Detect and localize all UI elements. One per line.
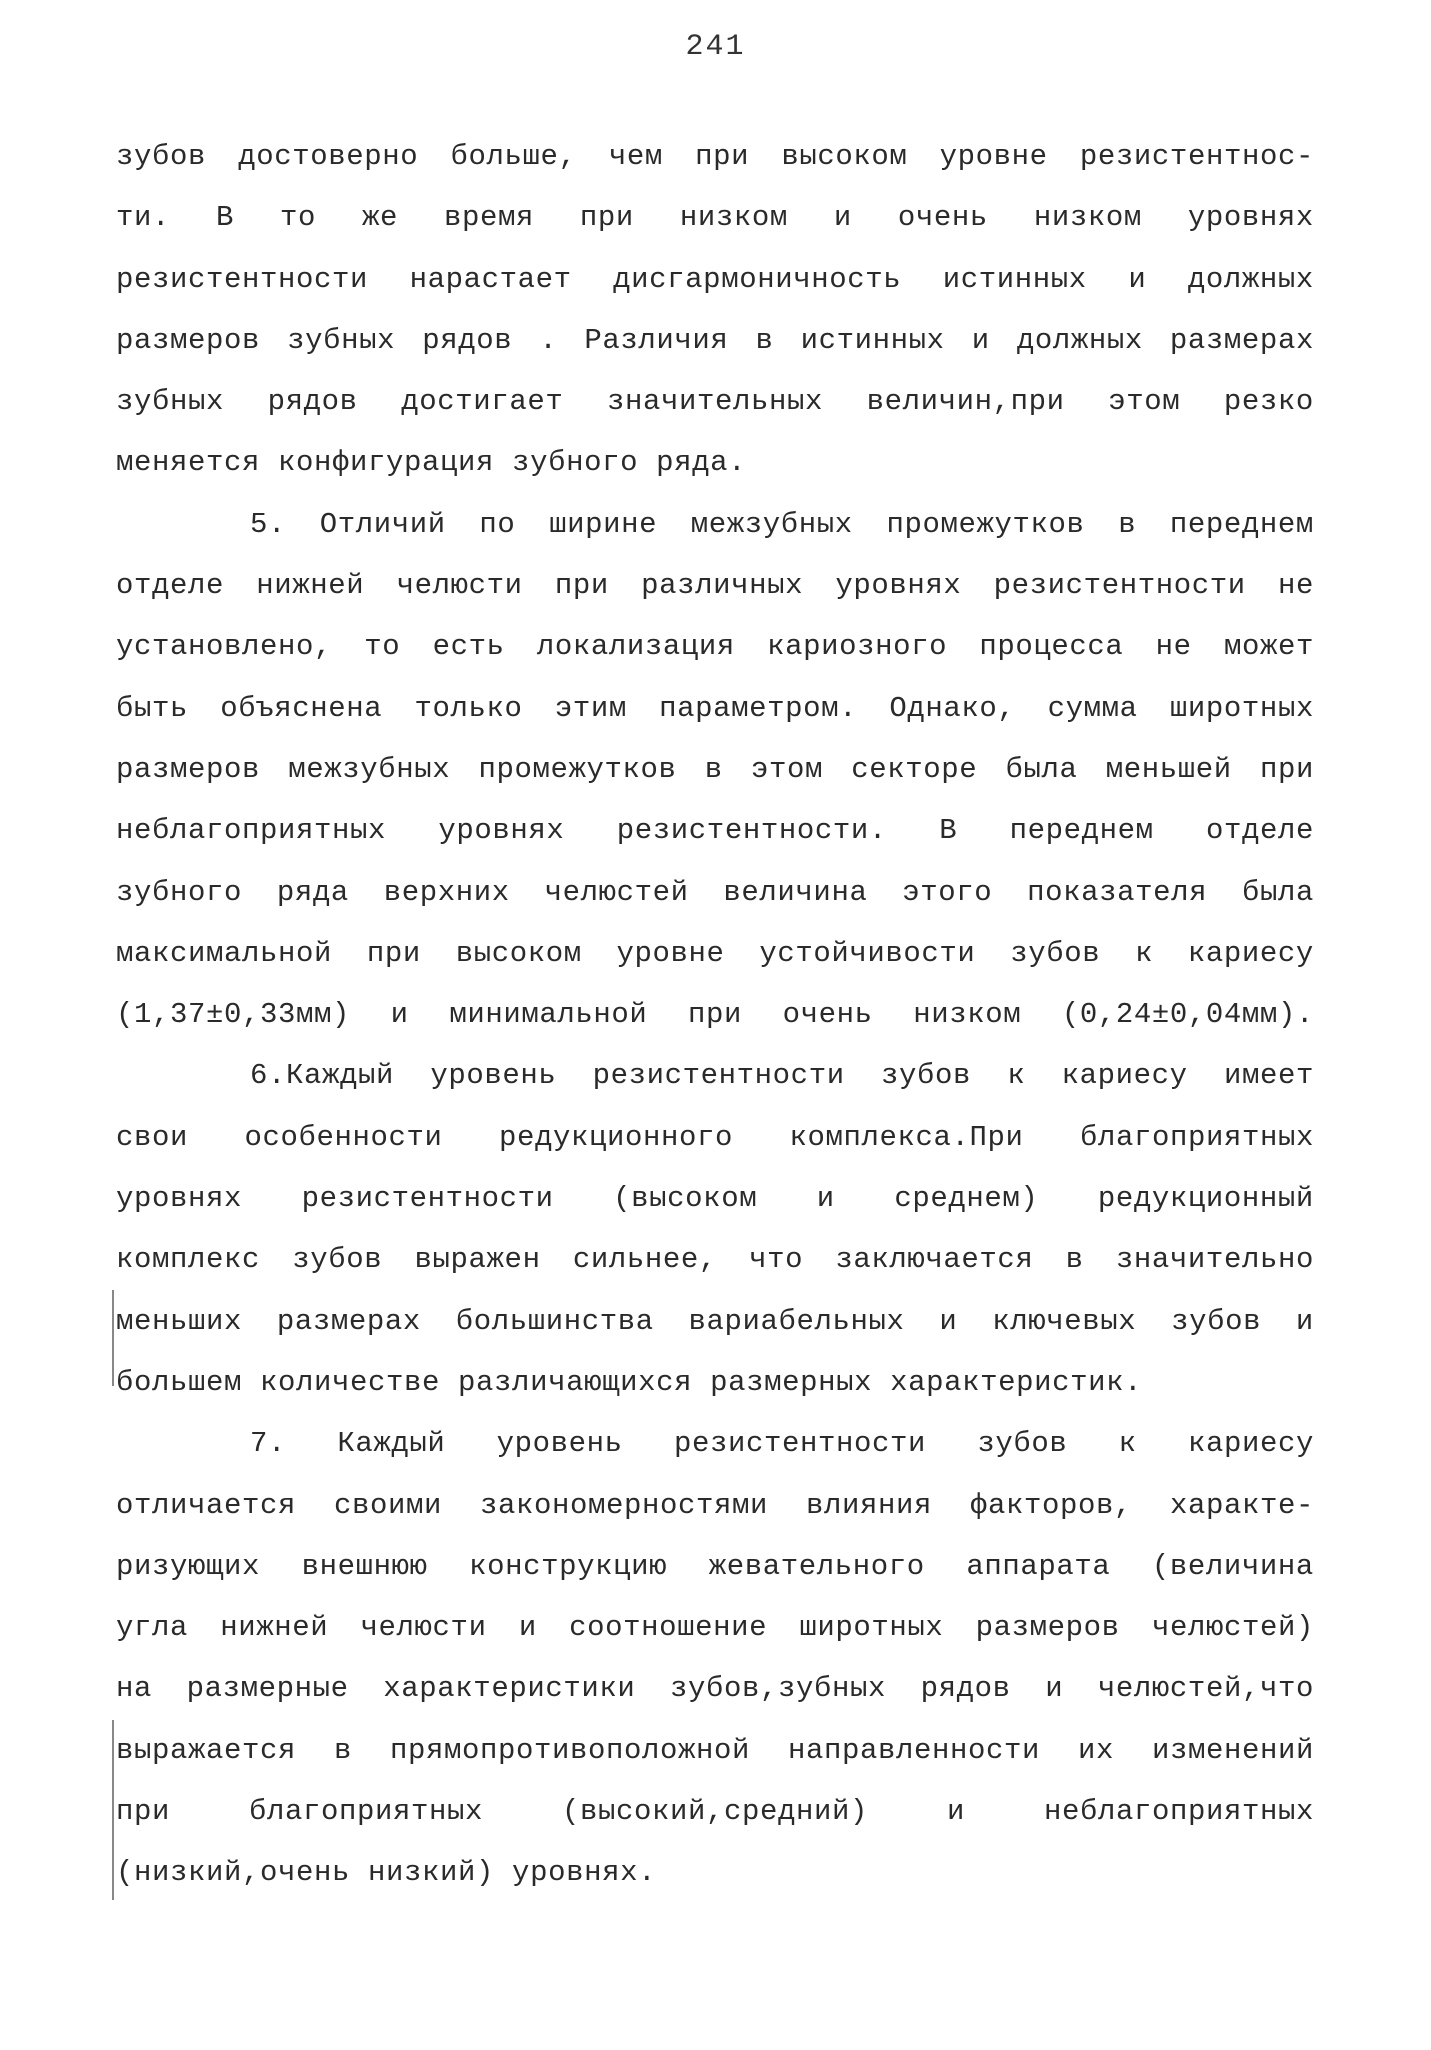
word: истинных <box>800 323 945 357</box>
word: отличается <box>116 1488 297 1522</box>
word: очень <box>897 201 988 235</box>
word: к <box>1135 936 1154 970</box>
word: быть <box>116 691 189 725</box>
word: установлено, <box>116 630 333 664</box>
word: минимальной <box>449 998 648 1032</box>
word: переднем <box>1169 507 1314 541</box>
word: при <box>366 936 421 970</box>
word: широтных <box>1169 691 1314 725</box>
word: при <box>554 569 609 603</box>
word: размерах <box>1169 323 1314 357</box>
word: этом <box>750 752 823 786</box>
word: величин,при <box>866 385 1065 419</box>
word: была <box>1005 752 1078 786</box>
word: чем <box>608 140 663 173</box>
word: редукционный <box>1097 1182 1314 1216</box>
word: к <box>1118 1427 1137 1461</box>
word: широтных <box>799 1611 944 1645</box>
word: и <box>816 1182 835 1216</box>
word: резистентности <box>993 569 1246 603</box>
word: резистентности. <box>616 814 887 848</box>
word: рядов <box>920 1672 1011 1706</box>
word: объяснена <box>220 691 383 725</box>
word: 7. <box>250 1427 287 1461</box>
word: зубного <box>116 875 243 909</box>
word: влияния <box>805 1488 932 1522</box>
text-line <box>116 862 1314 923</box>
word: меньшей <box>1105 752 1232 786</box>
word: в <box>333 1733 352 1767</box>
word: высоком <box>455 936 582 970</box>
word: только <box>414 691 523 725</box>
word: неблагоприятных <box>1043 1795 1314 1829</box>
word: (высоком <box>613 1182 758 1216</box>
word: при <box>579 201 634 235</box>
word: сильнее, <box>572 1243 717 1277</box>
word: меньших <box>116 1304 243 1338</box>
word: зубов <box>1010 936 1101 970</box>
word: ти. <box>116 201 171 235</box>
word: истинных <box>942 262 1087 296</box>
word: благоприятных <box>248 1795 484 1829</box>
word: время <box>443 201 534 235</box>
word: что <box>749 1243 804 1277</box>
word: вариабельных <box>688 1304 905 1338</box>
word: локализация <box>536 630 735 664</box>
word: больше, <box>450 140 577 173</box>
word: ширине <box>549 507 658 541</box>
word: челюсти <box>360 1611 487 1645</box>
word: конструкцию <box>469 1549 668 1583</box>
word: межзубных <box>690 507 853 541</box>
word: к <box>1007 1059 1026 1093</box>
word: должных <box>1187 262 1314 296</box>
word: характе- <box>1169 1488 1314 1522</box>
word: размерах <box>276 1304 421 1338</box>
word: при <box>695 140 750 173</box>
text-line: меняется конфигурация зубного ряда. <box>116 446 747 480</box>
word: не <box>1277 569 1314 603</box>
word: уровнях <box>116 1182 243 1216</box>
word: низком <box>1033 201 1142 235</box>
word: размеров <box>116 323 261 357</box>
word: зубов <box>881 1059 972 1093</box>
word: резистентности <box>673 1427 927 1461</box>
text-line <box>116 923 1314 984</box>
word: В <box>215 201 234 235</box>
word: при <box>687 998 742 1032</box>
word: зубов <box>116 140 207 173</box>
word: величина <box>723 875 868 909</box>
word: В <box>939 814 958 848</box>
word: резистентнос- <box>1079 140 1314 173</box>
margin-mark <box>112 1290 114 1386</box>
word: среднем) <box>894 1182 1039 1216</box>
word: размерные <box>186 1672 349 1706</box>
word: и <box>1295 1304 1314 1338</box>
word: изменений <box>1151 1733 1314 1767</box>
word: уровень <box>430 1059 557 1093</box>
word: же <box>361 201 398 235</box>
word: аппарата <box>966 1549 1111 1583</box>
word: максимальной <box>116 936 333 970</box>
word: прямопротивоположной <box>389 1733 751 1767</box>
word: и <box>946 1795 965 1829</box>
text-line <box>116 1781 1314 1842</box>
word: показателя <box>1027 875 1208 909</box>
word: их <box>1077 1733 1114 1767</box>
text-line <box>116 249 1314 310</box>
text-line <box>116 984 1314 1045</box>
word: зубов <box>977 1427 1068 1461</box>
word: уровнях <box>438 814 565 848</box>
word: . <box>539 323 558 357</box>
word: ряда <box>276 875 349 909</box>
text-line <box>116 1045 1314 1106</box>
text-line <box>116 739 1314 800</box>
word: должных <box>1016 323 1143 357</box>
text-line <box>116 678 1314 739</box>
word: Каждый <box>337 1427 446 1461</box>
word: резко <box>1223 385 1314 419</box>
word: размеров <box>116 752 261 786</box>
word: при <box>116 1795 171 1829</box>
word: (0,24±0,04мм). <box>1061 998 1314 1032</box>
text-line <box>116 1658 1314 1719</box>
word: уровень <box>496 1427 623 1461</box>
word: резистентности <box>301 1182 554 1216</box>
word: (величина <box>1151 1549 1314 1583</box>
word: нарастает <box>409 262 572 296</box>
word: Отличий <box>319 507 446 541</box>
word: ризующих <box>116 1549 261 1583</box>
word: кариесу <box>1187 936 1314 970</box>
word: и <box>971 323 990 357</box>
word: своими <box>333 1488 443 1522</box>
text-line <box>116 1413 1314 1474</box>
page-number: 241 <box>685 30 746 64</box>
word: Различия <box>584 323 729 357</box>
word: на <box>116 1672 153 1706</box>
word: нижней <box>220 1611 329 1645</box>
word: нижней <box>256 569 365 603</box>
word: (высокий,средний) <box>561 1795 869 1829</box>
text-line <box>116 1720 1314 1781</box>
body-text <box>116 126 1314 1904</box>
word: характеристики <box>383 1672 636 1706</box>
word: низком <box>679 201 788 235</box>
word: была <box>1241 875 1314 909</box>
word: и <box>390 998 409 1032</box>
word: уровнях <box>1187 201 1314 235</box>
word: процесса <box>979 630 1124 664</box>
word: параметром. <box>659 691 858 725</box>
word: 5. <box>250 507 287 541</box>
word: и <box>1128 262 1147 296</box>
word: может <box>1223 630 1314 664</box>
word: и <box>518 1611 537 1645</box>
word: этого <box>902 875 993 909</box>
word: выражен <box>414 1243 541 1277</box>
word: значительных <box>606 385 823 419</box>
word: благоприятных <box>1079 1120 1314 1154</box>
word: по <box>479 507 516 541</box>
word: в <box>755 323 774 357</box>
word: резистентности <box>116 262 369 296</box>
word: межзубных <box>288 752 451 786</box>
word: достоверно <box>238 140 419 173</box>
word: размеров <box>975 1611 1120 1645</box>
word: и <box>939 1304 958 1338</box>
word: угла <box>116 1611 189 1645</box>
word: рядов <box>267 385 358 419</box>
text-line <box>116 1107 1314 1168</box>
word: соотношение <box>569 1611 768 1645</box>
word: отделе <box>1205 814 1314 848</box>
word: то <box>364 630 401 664</box>
text-line <box>116 494 1314 555</box>
word: промежутков <box>886 507 1085 541</box>
word: челюсти <box>396 569 523 603</box>
text-line <box>116 555 1314 616</box>
word: сумма <box>1047 691 1138 725</box>
word: есть <box>432 630 505 664</box>
word: свои <box>116 1120 189 1154</box>
word: ключевых <box>992 1304 1137 1338</box>
word: уровнях <box>835 569 962 603</box>
word: и <box>1045 1672 1064 1706</box>
text-line <box>116 616 1314 677</box>
word: рядов <box>422 323 513 357</box>
word: имеет <box>1223 1059 1314 1093</box>
text-line <box>116 1291 1314 1352</box>
margin-mark <box>112 1720 114 1900</box>
word: челюстей,что <box>1097 1672 1314 1706</box>
word: дисгармоничность <box>613 262 902 296</box>
word: переднем <box>1009 814 1154 848</box>
word: верхних <box>383 875 510 909</box>
word: 6.Каждый <box>250 1059 395 1093</box>
word: то <box>279 201 316 235</box>
word: заключается <box>835 1243 1034 1277</box>
word: устойчивости <box>759 936 976 970</box>
word: зубных <box>116 385 225 419</box>
word: низком <box>913 998 1022 1032</box>
word: челюстей <box>544 875 689 909</box>
word: кариесу <box>1187 1427 1314 1461</box>
word: в <box>704 752 723 786</box>
word: зубов <box>1171 1304 1262 1338</box>
word: зубов,зубных <box>669 1672 887 1706</box>
text-line <box>116 800 1314 861</box>
word: большинства <box>455 1304 654 1338</box>
word: в <box>1118 507 1137 541</box>
text-line <box>116 187 1314 248</box>
word: Однако, <box>889 691 1016 725</box>
word: в <box>1065 1243 1084 1277</box>
word: кариозного <box>767 630 948 664</box>
text-line <box>116 1597 1314 1658</box>
word: зубных <box>287 323 396 357</box>
word: различных <box>641 569 804 603</box>
word: уровне <box>939 140 1048 173</box>
text-line <box>116 1536 1314 1597</box>
word: секторе <box>851 752 978 786</box>
text-line: большем количестве различающихся размерных характеристик. <box>116 1365 1143 1399</box>
word: особенности <box>244 1120 443 1154</box>
text-line <box>116 126 1314 187</box>
word: челюстей) <box>1151 1611 1314 1645</box>
word: кариесу <box>1061 1059 1188 1093</box>
word: не <box>1155 630 1192 664</box>
word: (1,37±0,33мм) <box>116 998 351 1032</box>
text-line <box>116 1229 1314 1290</box>
text-line <box>116 1475 1314 1536</box>
word: при <box>1259 752 1314 786</box>
word: комплекс <box>116 1243 261 1277</box>
word: неблагоприятных <box>116 814 387 848</box>
word: этом <box>1108 385 1181 419</box>
word: очень <box>782 998 873 1032</box>
word: значительно <box>1115 1243 1314 1277</box>
word: резистентности <box>592 1059 845 1093</box>
word: этим <box>554 691 627 725</box>
word: отделе <box>116 569 225 603</box>
word: выражается <box>116 1733 297 1767</box>
word: направленности <box>787 1733 1041 1767</box>
text-line <box>116 1168 1314 1229</box>
word: закономерностями <box>479 1488 769 1522</box>
text-line <box>116 371 1314 432</box>
word: жевательного <box>708 1549 925 1583</box>
word: факторов, <box>969 1488 1132 1522</box>
word: достигает <box>401 385 564 419</box>
word: внешнюю <box>301 1549 428 1583</box>
text-line <box>116 310 1314 371</box>
word: и <box>833 201 852 235</box>
word: уровне <box>616 936 725 970</box>
word: редукционного <box>498 1120 733 1154</box>
word: высоком <box>781 140 908 173</box>
word: зубов <box>292 1243 383 1277</box>
word: комплекса.При <box>789 1120 1024 1154</box>
text-line: (низкий,очень низкий) уровнях. <box>116 1856 657 1890</box>
word: промежутков <box>478 752 677 786</box>
